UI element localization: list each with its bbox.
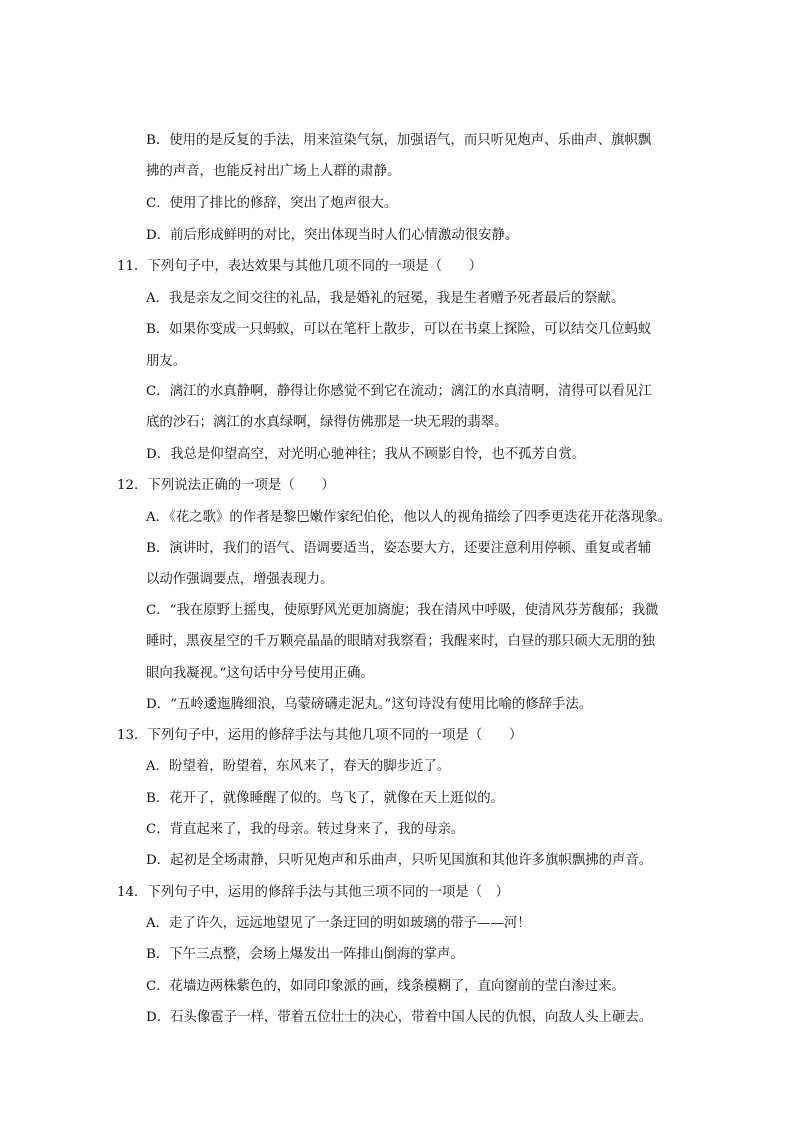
q11-stem: 11．下列句子中，表达效果与其他几项不同的一项是（ ） (117, 259, 483, 274)
q14-option-d: D．石头像雹子一样，带着五位壮士的决心，带着中国人民的仇恨，向敌人头上砸去。 (146, 1010, 653, 1025)
q13-option-b: B．花开了，就像睡醒了似的。鸟飞了，就像在天上逛似的。 (146, 791, 504, 806)
q10-option-b-line-2: 拂的声音，也能反衬出广场上人群的肃静。 (146, 164, 401, 179)
q12-option-b-line-1: B．演讲时，我们的语气、语调要适当，姿态要大方，还要注意利用停顿、重复或者辅 (146, 541, 652, 556)
q12-option-b-line-2: 以动作强调要点，增强表现力。 (146, 572, 334, 587)
q11-option-b-line-1: B．如果你变成一只蚂蚁，可以在笔杆上散步，可以在书桌上探险，可以结交几位蚂蚁 (146, 322, 652, 337)
q13-option-d: D．起初是全场肃静，只听见炮声和乐曲声，只听见国旗和其他许多旗帜飘拂的声音。 (146, 853, 653, 868)
q10-option-c: C．使用了排比的修辞，突出了炮声很大。 (146, 196, 398, 211)
q12-option-c-line-2: 睡时，黑夜星空的千万颗亮晶晶的眼睛对我察看；我醒来时，白昼的那只硕大无朋的独 (146, 634, 655, 649)
q13-stem: 13．下列句子中，运用的修辞手法与其他几项不同的一项是（ ） (117, 728, 523, 743)
q11-option-b-line-2: 朋友。 (146, 354, 187, 369)
q14-option-b: B．下午三点整，会场上爆发出一阵排山倒海的掌声。 (146, 947, 464, 962)
q14-option-a: A．走了许久，远远地望见了一条迂回的明如玻璃的带子——河！ (146, 916, 531, 931)
q13-option-a: A．盼望着，盼望着，东风来了，春天的脚步近了。 (146, 759, 451, 774)
q11-option-c-line-2: 底的沙石；漓江的水真绿啊，绿得仿佛那是一块无瑕的翡翠。 (146, 415, 508, 430)
q12-stem: 12．下列说法正确的一项是（ ） (117, 478, 335, 493)
q13-option-c: C．背直起来了，我的母亲。转过身来了，我的母亲。 (146, 822, 465, 837)
q11-option-a: A．我是亲友之间交往的礼品，我是婚礼的冠冕，我是生者赠予死者最后的祭献。 (146, 291, 625, 306)
q12-option-d: D．“五岭逶迤腾细浪，乌蒙磅礴走泥丸。”这句诗没有使用比喻的修辞手法。 (146, 697, 593, 712)
q10-option-b-line-1: B．使用的是反复的手法，用来渲染气氛，加强语气，而只听见炮声、乐曲声、旗帜飘 (146, 133, 652, 148)
q14-stem: 14．下列句子中，运用的修辞手法与其他三项不同的一项是（ ） (117, 885, 509, 900)
q12-option-a: A．《花之歌》的作者是黎巴嫩作家纪伯伦，他以人的视角描绘了四季更迭花开花落现象。 (146, 510, 672, 525)
q12-option-c-line-1: C．“我在原野上摇曳，使原野风光更加旖旎；我在清风中呼吸，使清风芬芳馥郁；我微 (146, 603, 659, 618)
q11-option-c-line-1: C．漓江的水真静啊，静得让你感觉不到它在流动；漓江的水真清啊，清得可以看见江 (146, 384, 652, 399)
q11-option-d: D．我总是仰望高空，对光明心驰神往；我从不顾影自怜，也不孤芳自赏。 (146, 447, 586, 462)
q10-option-d: D．前后形成鲜明的对比，突出体现当时人们心情激动很安静。 (146, 228, 519, 243)
q12-option-c-line-3: 眼向我凝视。”这句话中分号使用正确。 (146, 666, 374, 681)
q14-option-c: C．花墙边两株紫色的，如同印象派的画，线条模糊了，直向窗前的莹白渗过来。 (146, 979, 625, 994)
